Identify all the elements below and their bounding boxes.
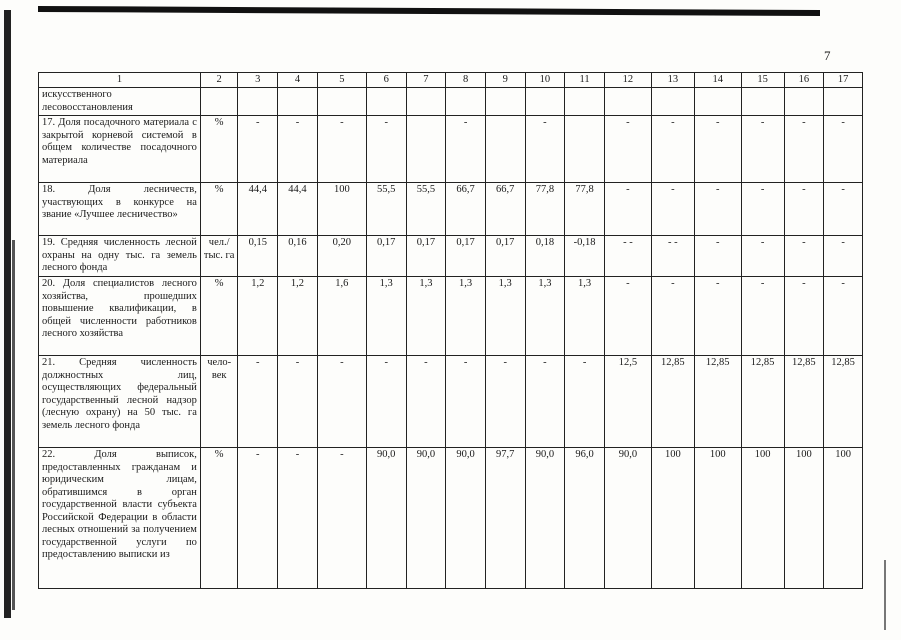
value-cell: -	[784, 116, 824, 183]
value-cell: 12,85	[741, 356, 784, 448]
value-cell: -	[366, 356, 406, 448]
value-cell: -	[651, 116, 694, 183]
value-cell: 90,0	[446, 448, 486, 589]
value-cell: -	[604, 277, 651, 356]
value-cell	[565, 88, 605, 116]
value-cell	[238, 88, 278, 116]
value-cell: 90,0	[366, 448, 406, 589]
unit-cell: %	[200, 116, 238, 183]
value-cell: -	[824, 183, 863, 236]
column-number: 16	[784, 73, 824, 88]
value-cell: 1,2	[238, 277, 278, 356]
value-cell: 44,4	[238, 183, 278, 236]
value-cell	[741, 88, 784, 116]
value-cell: -	[278, 116, 318, 183]
value-cell: 96,0	[565, 448, 605, 589]
value-cell	[446, 88, 486, 116]
value-cell: -	[694, 277, 741, 356]
table-row	[39, 356, 863, 448]
table-row	[39, 448, 863, 589]
value-cell: 1,3	[366, 277, 406, 356]
value-cell: -	[824, 236, 863, 277]
unit-cell: чело- век	[200, 356, 238, 448]
value-cell	[485, 116, 525, 183]
column-number: 13	[651, 73, 694, 88]
value-cell	[406, 88, 446, 116]
value-cell: 100	[317, 183, 366, 236]
value-cell: -	[525, 356, 565, 448]
value-cell: -	[565, 356, 605, 448]
value-cell: 0,20	[317, 236, 366, 277]
value-cell: 0,15	[238, 236, 278, 277]
value-cell: -	[784, 183, 824, 236]
value-cell: -	[741, 277, 784, 356]
column-number: 6	[366, 73, 406, 88]
column-number: 17	[824, 73, 863, 88]
value-cell: 1,2	[278, 277, 318, 356]
value-cell: -	[824, 277, 863, 356]
value-cell: -	[784, 277, 824, 356]
value-cell: 12,85	[784, 356, 824, 448]
value-cell: -	[694, 116, 741, 183]
value-cell: 0,17	[446, 236, 486, 277]
value-cell: 0,17	[366, 236, 406, 277]
value-cell: 100	[741, 448, 784, 589]
scan-left-shadow	[12, 240, 15, 610]
value-cell: -	[317, 116, 366, 183]
value-cell: 100	[651, 448, 694, 589]
column-number: 14	[694, 73, 741, 88]
unit-cell: %	[200, 183, 238, 236]
value-cell: 12,85	[651, 356, 694, 448]
value-cell: 100	[824, 448, 863, 589]
table-row	[39, 277, 863, 356]
value-cell: 66,7	[446, 183, 486, 236]
value-cell: -	[238, 116, 278, 183]
column-number: 1	[39, 73, 201, 88]
column-number: 15	[741, 73, 784, 88]
value-cell: -	[741, 116, 784, 183]
value-cell: 12,85	[694, 356, 741, 448]
value-cell	[485, 88, 525, 116]
value-cell	[604, 88, 651, 116]
value-cell: 77,8	[565, 183, 605, 236]
indicator-name: 20. Доля специалистов лесного хозяйства, прошедших повышение квалификации, в общей численности работников лесного хозяйства	[39, 277, 201, 356]
value-cell: -	[485, 356, 525, 448]
value-cell: 100	[694, 448, 741, 589]
value-cell: -	[525, 116, 565, 183]
column-number: 5	[317, 73, 366, 88]
column-header-row	[39, 73, 863, 88]
value-cell: 1,3	[525, 277, 565, 356]
value-cell: 90,0	[406, 448, 446, 589]
value-cell: -	[694, 183, 741, 236]
value-cell: 0,18	[525, 236, 565, 277]
column-number: 7	[406, 73, 446, 88]
value-cell: 0,17	[485, 236, 525, 277]
value-cell: -	[824, 116, 863, 183]
value-cell: 12,85	[824, 356, 863, 448]
value-cell: -	[741, 236, 784, 277]
unit-cell	[200, 88, 238, 116]
value-cell	[651, 88, 694, 116]
value-cell: 0,16	[278, 236, 318, 277]
value-cell: 1,6	[317, 277, 366, 356]
table-row	[39, 236, 863, 277]
indicator-name: 22. Доля выписок, предоставленных гражданам и юридическим лицам, обратившимся в орган государственной власти субъекта Российской Федерации в области лесных отношений за получением государственной услуги по предоставлению выписки из	[39, 448, 201, 589]
value-cell: 1,3	[565, 277, 605, 356]
unit-cell: чел./ тыс. га	[200, 236, 238, 277]
value-cell: 1,3	[485, 277, 525, 356]
value-cell: 12,5	[604, 356, 651, 448]
column-number: 3	[238, 73, 278, 88]
value-cell: 90,0	[525, 448, 565, 589]
value-cell: -	[784, 236, 824, 277]
table-row	[39, 183, 863, 236]
scan-left-edge	[4, 10, 11, 618]
value-cell: 66,7	[485, 183, 525, 236]
value-cell: 100	[784, 448, 824, 589]
column-number: 2	[200, 73, 238, 88]
value-cell	[694, 88, 741, 116]
value-cell: -	[651, 183, 694, 236]
value-cell: -	[366, 116, 406, 183]
value-cell: -	[238, 356, 278, 448]
table-row	[39, 88, 863, 116]
value-cell: -	[278, 356, 318, 448]
value-cell: -	[278, 448, 318, 589]
column-number: 12	[604, 73, 651, 88]
column-number: 11	[565, 73, 605, 88]
value-cell	[525, 88, 565, 116]
value-cell: -0,18	[565, 236, 605, 277]
value-cell: -	[406, 356, 446, 448]
indicator-name: 17. Доля посадочного материала с закрытой корневой системой в общем количестве посадочного материала	[39, 116, 201, 183]
value-cell: 97,7	[485, 448, 525, 589]
indicator-name: 18. Доля лесничеств, участвующих в конкурсе на звание «Лучшее лесничество»	[39, 183, 201, 236]
column-number: 9	[485, 73, 525, 88]
value-cell	[824, 88, 863, 116]
unit-cell: %	[200, 277, 238, 356]
value-cell: -	[741, 183, 784, 236]
value-cell: -	[446, 116, 486, 183]
value-cell	[784, 88, 824, 116]
value-cell	[406, 116, 446, 183]
value-cell: 90,0	[604, 448, 651, 589]
value-cell	[317, 88, 366, 116]
value-cell	[366, 88, 406, 116]
value-cell: -	[446, 356, 486, 448]
value-cell: -	[317, 448, 366, 589]
value-cell: -	[238, 448, 278, 589]
indicator-name: 21. Средняя численность должностных лиц, осуществляющих федеральный государственный лесной надзор (лесную охрану) на 50 тыс. га земель лесного фонда	[39, 356, 201, 448]
column-number: 4	[278, 73, 318, 88]
scan-right-mark	[884, 560, 886, 630]
indicator-name: искусственного лесовосстановления	[39, 88, 201, 116]
value-cell: 0,17	[406, 236, 446, 277]
table-row	[39, 116, 863, 183]
unit-cell: %	[200, 448, 238, 589]
value-cell: 55,5	[366, 183, 406, 236]
value-cell: -	[694, 236, 741, 277]
column-number: 8	[446, 73, 486, 88]
value-cell: -	[317, 356, 366, 448]
value-cell: 1,3	[446, 277, 486, 356]
value-cell: -	[651, 277, 694, 356]
column-number: 10	[525, 73, 565, 88]
indicator-name: 19. Средняя численность лесной охраны на одну тыс. га земель лесного фонда	[39, 236, 201, 277]
scan-top-edge	[38, 6, 820, 16]
page-number: 7	[824, 48, 831, 63]
value-cell	[278, 88, 318, 116]
value-cell	[565, 116, 605, 183]
value-cell: - -	[651, 236, 694, 277]
indicator-table	[38, 72, 863, 589]
value-cell: - -	[604, 236, 651, 277]
value-cell: 77,8	[525, 183, 565, 236]
value-cell: -	[604, 116, 651, 183]
value-cell: 44,4	[278, 183, 318, 236]
value-cell: 55,5	[406, 183, 446, 236]
value-cell: 1,3	[406, 277, 446, 356]
value-cell: -	[604, 183, 651, 236]
